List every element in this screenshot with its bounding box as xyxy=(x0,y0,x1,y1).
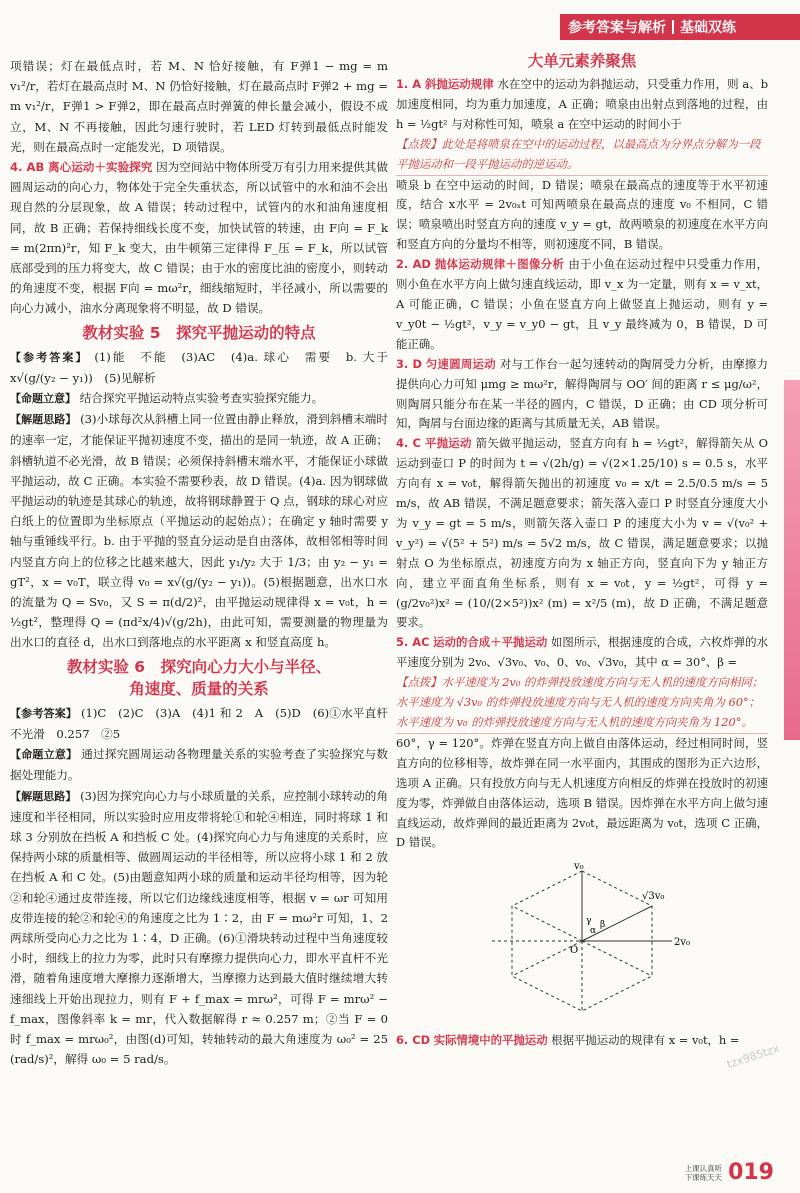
label-2v0: 2v₀ xyxy=(674,937,691,949)
answer-text: 水在空中的运动为斜抛运动，只受重力作用，则 a、b 加速度相同，均为重力加速度，A 正确；喷泉由出射点到落地的过程，由 h = ½gt² 与对称性可知，喷泉 a 在空中运动的时间小于 xyxy=(396,77,768,131)
header-band xyxy=(560,14,800,40)
answer-text: 箭矢做平抛运动，竖直方向有 h = ½gt²，解得箭矢从 O 运动到壶口 P 的时间为 t = √(2h/g) = √(2×1.25/10) s = 0.5 s，水平方向有 x = v₀t，解得箭矢抛出的初速度 v₀ = x/t = 2.5/0.5 m/s = 5 m/s，故 AB 错误，不满足题意要求；箭矢落入壶口 P 时竖直分速度大小为 v_y = gt = 5 m/s，则箭矢落入壶口 P 的速度大小为 v = √(v₀² + v_y²) = √(5² + 5²) m/s = 5√2 m/s，故 C 错误，满足题意要求；以抛射点 O 为坐标原点，初速度方向为 x 轴正方向，竖直向下为 y 轴正方向，建立平面直角坐标系，则有 x = v₀t，y = ½gt²，可得 y = (g/2v₀²)x² = (10/(2×5²))x² (m) = x²/5 (m)，故 D 正确，不满足题意要求。 xyxy=(396,436,769,630)
label-gamma: γ xyxy=(586,916,592,927)
section-title-6b: 角速度、质量的关系 xyxy=(129,679,269,698)
left-column xyxy=(10,56,400,1069)
answer-number: 2. AD xyxy=(396,257,431,272)
label: 【解题思路】 xyxy=(10,789,77,803)
answer-text: (3)因为探究向心力与小球质量的关系，应控制小球转动的角速度和半径相同，所以实验时应用皮带将轮①和轮④相连，同时将球 1 和球 3 分别放在挡板 A 和挡板 C 处。(4)探究向心力与角速度的关系时，应保持两小球的质量相等、做圆周运动的半径相等，所以应将小球 1 和 2 放在挡板 A 和 C 处。(5)由题意知两小球的质量和运动半径均相等，因为轮②和轮④通过皮带连接，所以它们边缘线速度相等，根据 v = ωr 可知用皮带连接的轮②和轮④的角速度之比为 1∶2，由 F = mω²r 可知，1、2 两球所受向心力之比为 1∶4，D 正确。(6)①滑块转动过程中当角速度较小时，细线上的拉力为零，此时只有摩擦力提供向心力，即水平直杆不光滑，随着角速度增大摩擦力逐渐增大，当摩擦力达到最大值时继续增大转速细线上开始出现拉力，则有 F + f_max = mrω²，可得 F = mrω² − f_max，图像斜率 k = mr，代入数据解得 r ≈ 0.257 m；②当 F = 0 时 f_max = mrω₀²，由图(d)可知，转轴转动的最大角速度为 ω₀² = 25 (rad/s)²，解得 ω₀ = 5 rad/s。 xyxy=(10,788,388,1067)
right-q4 xyxy=(396,434,768,633)
answer-text: 通过探究圆周运动各物理量关系的实验考查了实验探究与数据处理能力。 xyxy=(10,747,389,783)
answer-text: (1)C (2)C (3)A (4)1 和 2 A (5)D (6)①水平直杆不光滑 0.257 ②5 xyxy=(10,705,389,741)
answer-number: 5. AC xyxy=(396,635,430,650)
label: 【参考答案】 xyxy=(10,706,78,720)
vector-upper-left xyxy=(512,906,582,941)
page-number: 019 xyxy=(728,1160,774,1185)
header-right: 基础双练 xyxy=(680,20,736,36)
answer-text: 因为空间站中物体所受万有引力用来提供其做圆周运动的向心力，物体处于完全失重状态，所以试管中的水和油不会出现自然的分层现象，故 A 错误；转动过程中，试管内的水和油角速度相同，故 B 正确；若保持细线长度不变，加快试管的转速，由 F向 = F_k = m(2πn)²r，知 F_k 变大，由牛顿第三定律得 F_压 = F_k，所以试管底部受到的压力将变大，故 C 错误；由于水的密度比油的密度小，则转动的角速度不变，根据 F向 = mω²r，细线缩短时，半径减小，所以需要的向心力减小，油水分离现象将不明显，故 D 错误。 xyxy=(10,160,388,316)
page-footer xyxy=(685,1160,774,1185)
unit-title: 大单元素养聚焦 xyxy=(527,52,637,70)
header-divider xyxy=(672,20,674,34)
right-q5 xyxy=(396,633,768,673)
label-root3v0: √3v₀ xyxy=(642,891,665,903)
right-q2 xyxy=(396,255,768,355)
label-alpha: α xyxy=(590,926,597,937)
label-v0: v₀ xyxy=(574,861,584,873)
hint-note-1: 【点拨】此处是将喷泉在空中的运动过程，以最高点为分界点分解为一段平抛运动和一段平抛运动的逆运动。 xyxy=(396,135,768,176)
answer-tag: 实际情境中的平抛运动 xyxy=(433,1033,548,1048)
answer-number: 4. C xyxy=(396,436,421,451)
label: 【解题思路】 xyxy=(10,413,77,427)
watermark: tzx985tzx xyxy=(725,1041,781,1072)
answer-text: 如图所示，根据速度的合成，六枚炸弹的水平速度分别为 2v₀、√3v₀、v₀、0、v₀、√3v₀，其中 α = 30°、β = xyxy=(396,635,768,670)
hexagon-velocity-figure xyxy=(462,861,702,1021)
answer-tag: 平抛运动 xyxy=(424,436,472,451)
answer-text: (1)能 不能 (3)AC (4)a. 球心 需要 b. 大于 x√(g/(y₂ − y₁)) (5)见解析 xyxy=(10,349,400,385)
ming-6 xyxy=(10,744,388,785)
section-title-6a: 教材实验 6 探究向心力大小与半径、 xyxy=(66,657,332,676)
section-title-5: 教材实验 5 探究平抛运动的特点 xyxy=(82,323,316,342)
vector-lower-right xyxy=(582,941,652,976)
footer-line2: 下课练天天 xyxy=(684,1172,723,1182)
answer-text: 根据平抛运动的规律有 x = v₀t，h = xyxy=(551,1033,740,1048)
answer-text: 对与工作台一起匀速转动的陶屑受力分析，由摩擦力提供向心力可知 μmg ≥ mω²r，解得陶屑与 OO′ 间的距离 r ≤ μg/ω²，则陶屑只能分布在某一半径的圆内，C 错误，D 正确；由 CD 项分析可知，陶屑与台面边缘的距离与其质量无关，AB 错误。 xyxy=(396,356,768,431)
answer-number: 6. CD xyxy=(396,1033,431,1048)
right-column xyxy=(396,52,769,1051)
answer-tag: 运动的合成＋平抛运动 xyxy=(433,635,548,650)
answer-tag: 斜抛运动规律 xyxy=(424,77,494,91)
answer-6 xyxy=(10,703,388,744)
answer-text: (3)小球每次从斜槽上同一位置由静止释放，滑到斜槽末端时的速率一定，才能保证平抛初速度不变，描出的是同一轨迹，故 A 正确；斜槽轨道不必光滑，故 B 错误；必须保持斜槽末端水平，才能保证小球做平抛运动，故 C 正确。本实验不需要秒表，故 D 错误。(4)a. 因为钢球做平抛运动的轨迹是其球心的轨迹，故将钢球静置于 Q 点，钢球的球心对应白纸上的位置即为坐标原点（平抛运动的起始点）；在确定 y 轴时需要 y 轴与重锤线平行。b. 由于平抛的竖直分运动是自由落体，故相邻相等时间内竖直方向上的位移之比越来越大，因此 y₁/y₂ 大于 1/3；由 y₂ − y₁ = gT²，x = v₀T，联立得 v₀ = x√(g/(y₂ − y₁))。(5)根据题意，出水口水的流量为 Q = Sv₀，又 S = π(d/2)²，由平抛运动规律得 x = v₀t，h = ½gt²，整理得 Q = (πd²x/4)√(g/2h)，由此可知，需要测量的物理量为出水口的直径 d，出水口到落地点的水平距离 x 和竖直高度 h。 xyxy=(10,412,388,650)
answer-tag: 匀速圆周运动 xyxy=(425,356,496,371)
left-q4 xyxy=(10,157,388,319)
answer-5 xyxy=(10,347,400,388)
jie-6 xyxy=(10,786,388,1070)
left-p1: 项错误；灯在最低点时，若 M、N 恰好接触，有 F弹1 − mg = m v₁²/r，若灯在最高点时 M、N 仍恰好接触，灯在最高点时 F弹2 + mg = m v₁²/r，F弹1 > F弹2，即在最高点时弹簧的伸长量会减小，假设不成立，M、N 不再接触，因此匀速行驶时，若 LED 灯转到最低点时能发光，则在最高点时一定能发光，D 项错误。 xyxy=(10,59,388,154)
answer-number: 3. D xyxy=(396,356,422,371)
right-q5-cont: 60°，γ = 120°。炸弹在竖直方向上做自由落体运动，经过相同时间，竖直方向的位移相等，故炸弹在同一水平面内，其围成的图形为正六边形，选项 A 正确。只有投放方向与无人机速度方向相反的炸弹在投放时的初速度为零，炸弹做自由落体运动，选项 B 错误。因炸弹在水平方向上做匀速直线运动，故炸弹间的最近距离为 2v₀t，最远距离为 v₀t，选项 C 正确，D 错误。 xyxy=(396,735,768,850)
right-q6 xyxy=(396,1031,768,1051)
right-q1-cont: 喷泉 b 在空中运动的时间，D 错误；喷泉在最高点的速度等于水平初速度，结合 x水平 = 2v₀ₓt 可知两喷泉在最高点的速度 v₀ 不相同，C 错误；喷泉喷出时竖直方向的速度 v_y = gt，故两喷泉的初速度在水平方向和竖直方向的分量均不相等，则初速度不同，B 错误。 xyxy=(396,177,768,252)
answer-tag: 抛体运动规律＋图像分析 xyxy=(434,257,565,272)
hint-note-5: 【点拨】水平速度为 2v₀ 的炸弹投放速度方向与无人机的速度方向相同；水平速度为 √3v₀ 的炸弹投放速度方向与无人机的速度方向夹角为 60°；水平速度为 v₀ 的炸弹投放速度方向与无人机的速度方向夹角为 120°。 xyxy=(396,673,768,734)
label-origin: O xyxy=(570,945,579,957)
hexagon-diagram xyxy=(462,861,702,1021)
label: 【命题立意】 xyxy=(10,748,78,762)
label-beta: β xyxy=(600,920,606,931)
footer-line1: 上课认真听 xyxy=(684,1163,723,1173)
label: 【命题立意】 xyxy=(10,392,76,406)
answer-number: 4. AB xyxy=(10,160,45,175)
ming-5 xyxy=(10,388,388,409)
side-tab xyxy=(784,380,800,740)
answer-text: 结合探究平抛运动特点实验考查实验探究能力。 xyxy=(79,391,324,406)
jie-5 xyxy=(10,409,388,652)
answer-tag: 离心运动＋实验探究 xyxy=(48,160,153,175)
answer-number: 1. A xyxy=(396,77,422,91)
right-q3 xyxy=(396,355,768,435)
answer-text: 由于小鱼在运动过程中只受重力作用，则小鱼在水平方向上做匀速直线运动，即 v_x 为一定量，则有 x = v_xt，A 可能正确，C 错误；小鱼在竖直方向上做竖直上抛运动，则有 y = v_y0t − ½gt²，v_y = v_y0 − gt，且 v_y 最终减为 0，B 错误，D 可能正确。 xyxy=(396,257,768,351)
footer-slogan xyxy=(685,1164,723,1182)
right-q1 xyxy=(396,75,768,135)
header-left: 参考答案与解析 xyxy=(568,20,666,36)
label: 【参考答案】 xyxy=(10,350,89,364)
